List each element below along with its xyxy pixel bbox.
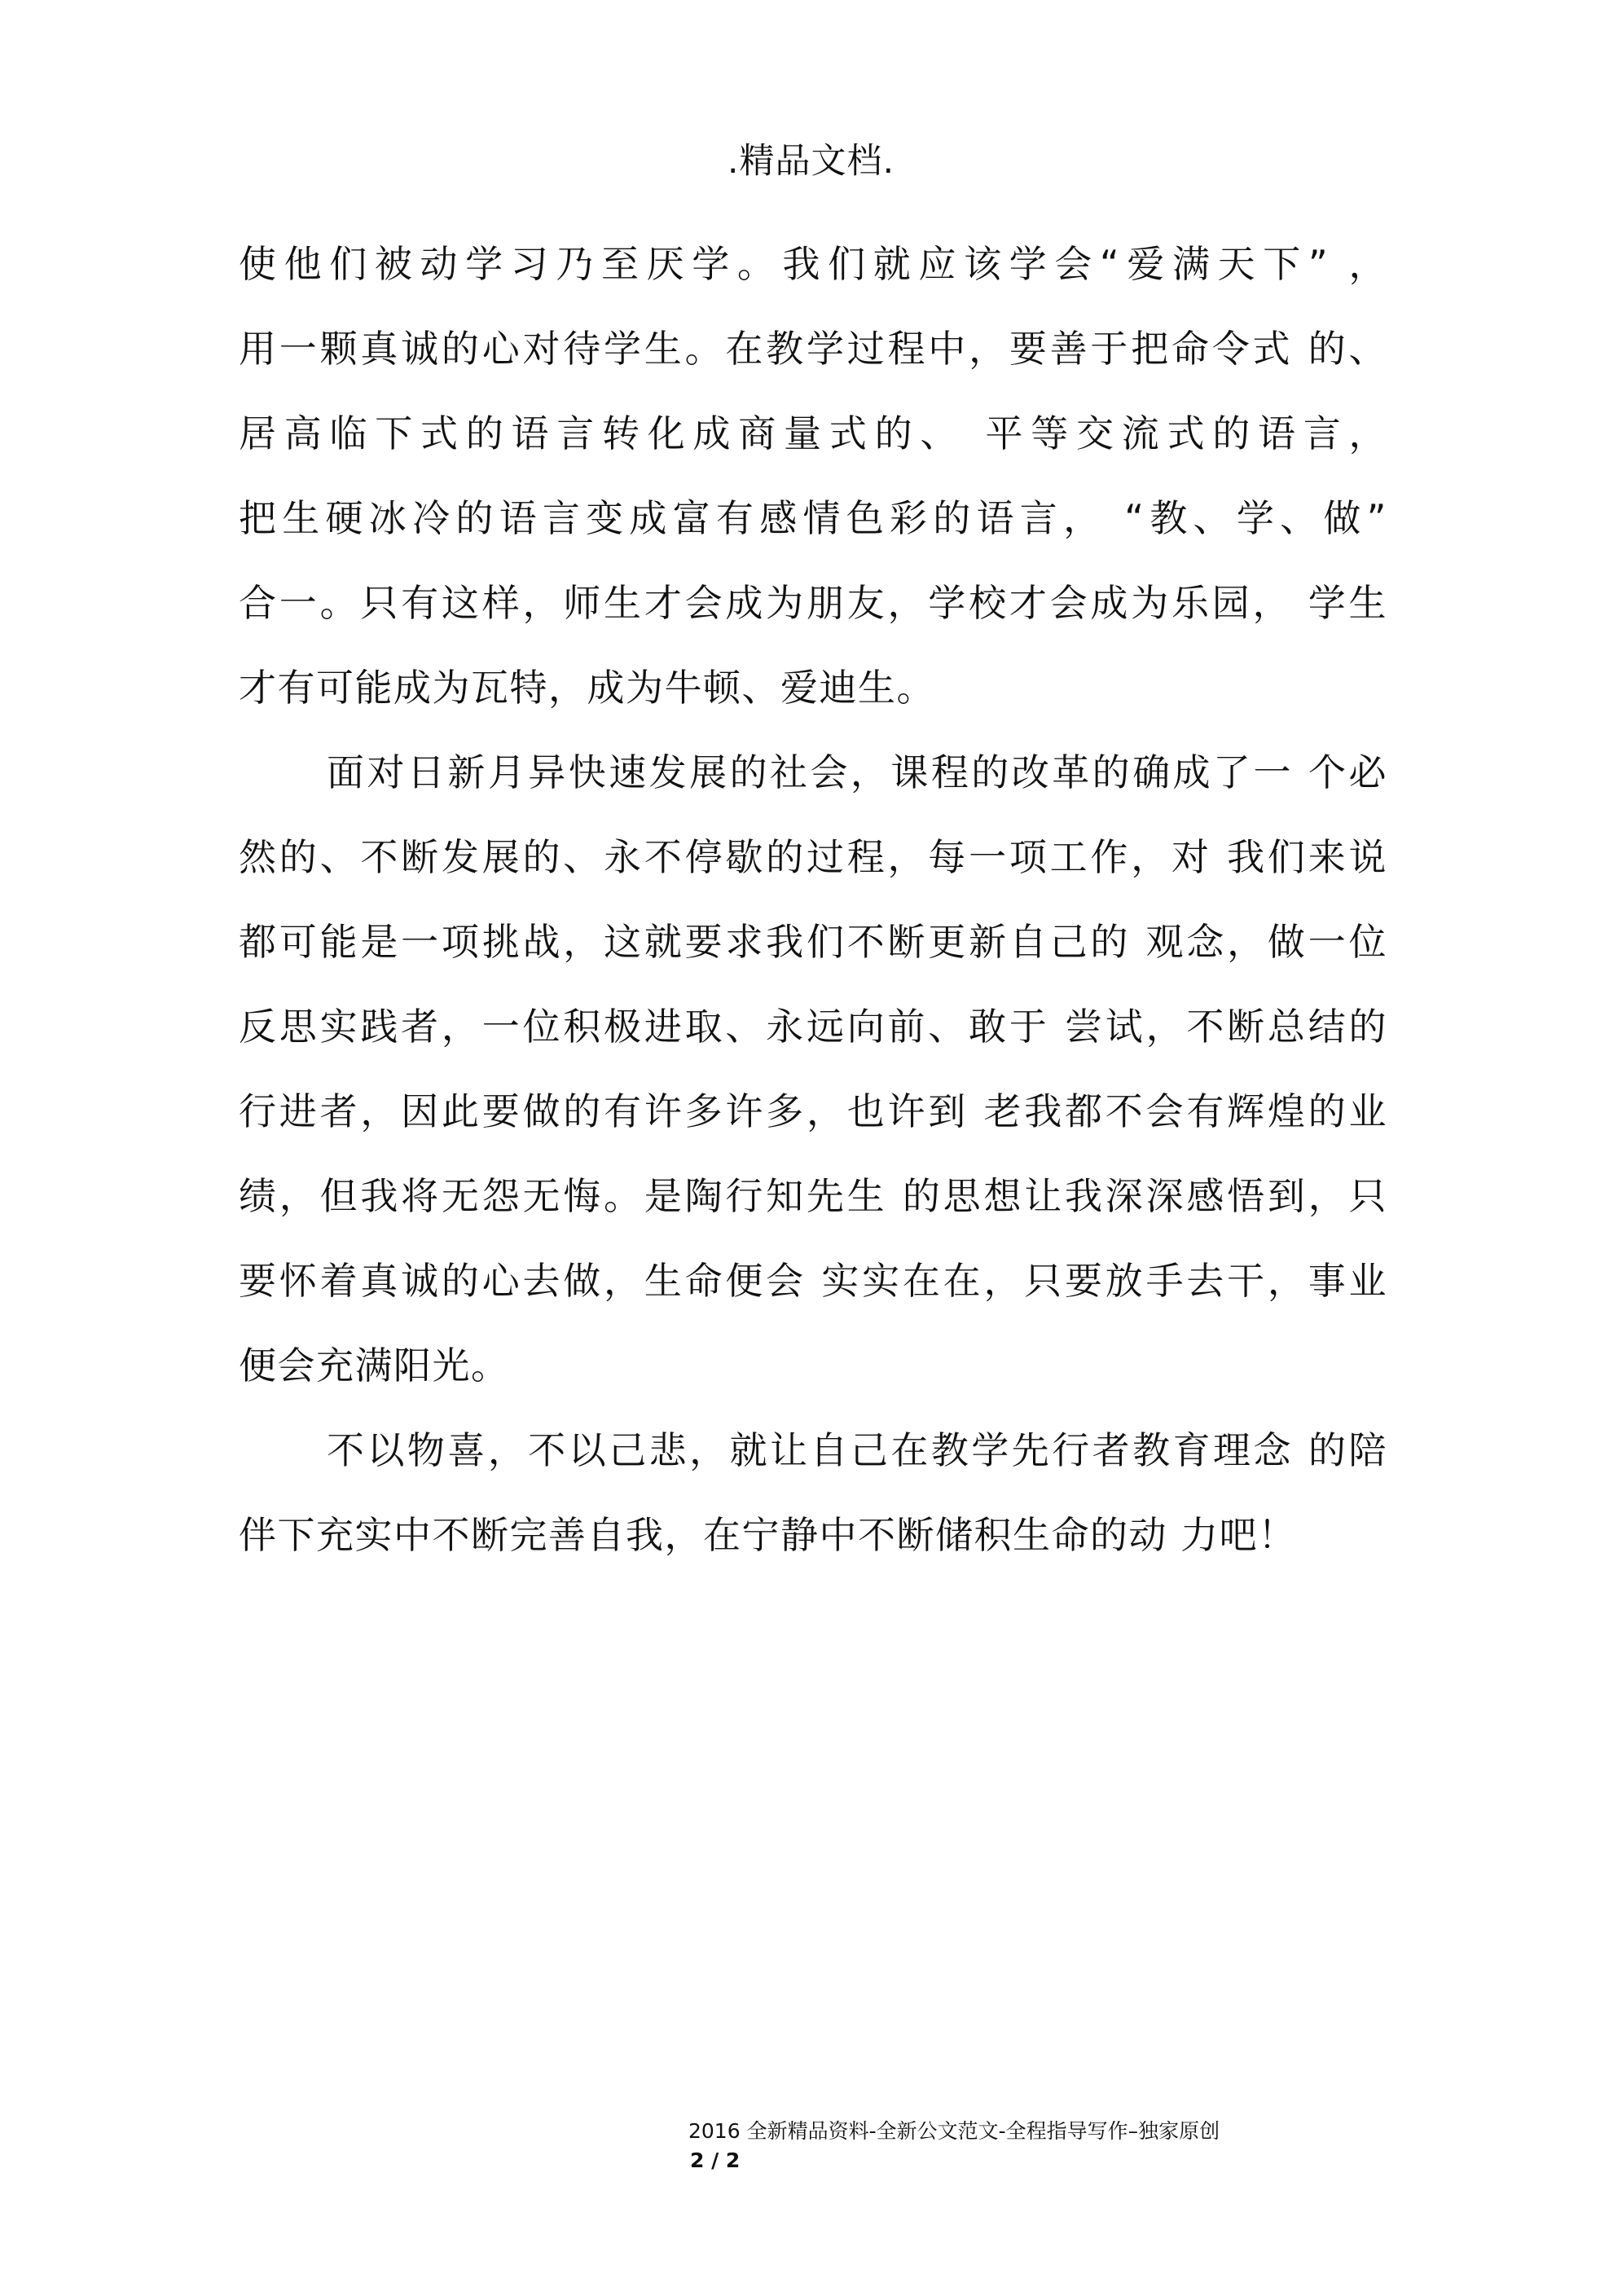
page-number: 2 / 2 <box>690 2149 741 2172</box>
paragraph-2 <box>239 730 1387 1408</box>
paragraph-line: 绩，但我将无怨无悔。是陶行知先生 的思想让我深深感悟到，只 <box>239 1174 1387 1218</box>
paragraph-line: 要怀着真诚的心去做，生命便会 实实在在，只要放手去干，事业 <box>239 1259 1387 1303</box>
paragraph-line: 合一。只有这样，师生才会成为朋友，学校才会成为乐园， 学生 <box>239 581 1387 625</box>
paragraph-line: 不以物喜，不以己悲，就让自己在教学先行者教育理念 的陪 <box>327 1428 1387 1472</box>
paragraph-line: 都可能是一项挑战，这就要求我们不断更新自己的 观念，做一位 <box>239 920 1387 964</box>
paragraph-line: 把生硬冰冷的语言变成富有感情色彩的语言， “教、学、做” <box>239 496 1387 540</box>
paragraph-line: 行进者，因此要做的有许多许多，也许到 老我都不会有辉煌的业 <box>239 1089 1387 1133</box>
paragraph-line: 才有可能成为瓦特，成为牛顿、爱迪生。 <box>239 666 935 710</box>
paragraph-line: 伴下充实中不断完善自我，在宁静中不断储积生命的动 力吧！ <box>239 1513 1297 1557</box>
paragraph-line: 居高临下式的语言转化成商量式的、 平等交流式的语言， <box>239 411 1387 455</box>
paragraph-line: 用一颗真诚的心对待学生。在教学过程中，要善于把命令式 的、 <box>239 327 1387 371</box>
footer-slogan: 2016 全新精品资料-全新公文范文-全程指导写作–独家原创 <box>688 2119 1220 2143</box>
paragraph-3 <box>239 1408 1387 1577</box>
paragraph-line: 面对日新月异快速发展的社会，课程的改革的确成了一 个必 <box>327 750 1387 794</box>
paragraph-1 <box>239 222 1387 730</box>
paragraph-line: 然的、不断发展的、永不停歇的过程，每一项工作，对 我们来说 <box>239 835 1387 879</box>
paragraph-line: 反思实践者，一位积极进取、永远向前、敢于 尝试，不断总结的 <box>239 1005 1387 1049</box>
page-footer <box>688 2117 1422 2175</box>
document-body <box>239 222 1387 1577</box>
paragraph-line: 使他们被动学习乃至厌学。我们就应该学会“爱满天下” ， <box>239 242 1387 286</box>
paragraph-line: 便会充满阳光。 <box>239 1344 510 1388</box>
page-header-title: .精品文档. <box>727 141 895 182</box>
